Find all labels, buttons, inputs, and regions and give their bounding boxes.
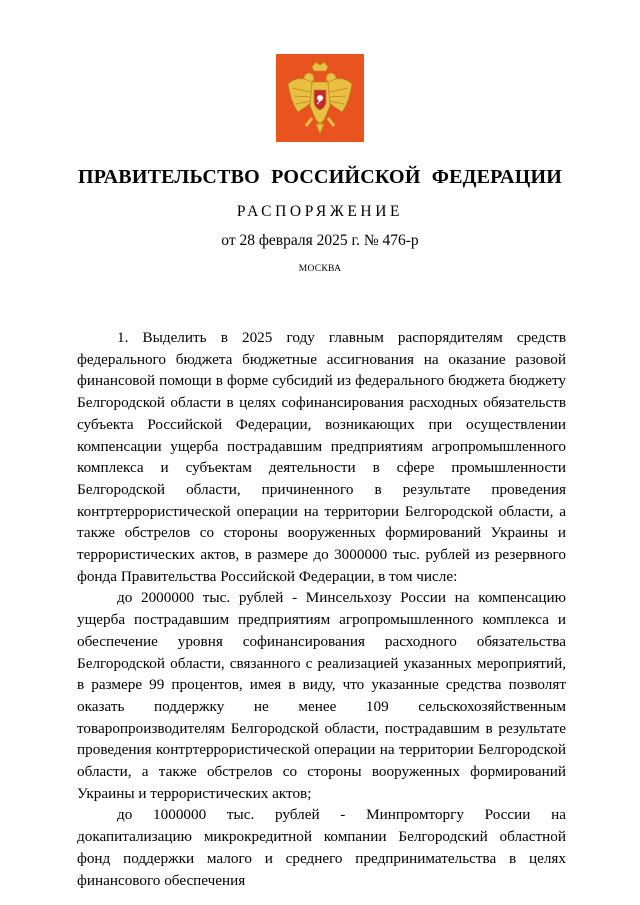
government-title: ПРАВИТЕЛЬСТВО РОССИЙСКОЙ ФЕДЕРАЦИИ: [78, 166, 562, 188]
paragraph-2: до 2000000 тыс. рублей - Минсельхозу России на компенсацию ущерба пострадавшим предприятиям агропромышленного комплекса и обеспечение уровня софинансирования расходного обязательства Белгородской области, связанного с реализацией указанных мероприятий, в размере 99 процентов, имея в виду, что указанные средства позволят оказать поддержку не менее 109 сельскохозяйственным товаропроизводителям Белгородской области, пострадавшим в результате проведения контртеррористической операции на территории Белгородской области, а также обстрелов со стороны вооруженных формирований Украины и террористических актов;: [77, 589, 566, 802]
double-headed-eagle-icon: [276, 54, 364, 142]
paragraph-1: 1. Выделить в 2025 году главным распорядителям средств федерального бюджета бюджетные ассигнования на оказание разовой финансовой помощи в форме субсидий из федерального бюджета бюджету Белгородской области в целях софинансирования расходных обязательств субъекта Российской Федерации, возникающих при осуществлении компенсации ущерба пострадавшим предприятиям агропромышленного комплекса и субъектам деятельности в сфере промышленности Белгородской области, причиненного в результате проведения контртеррористической операции на территории Белгородской области, а также обстрелов со стороны вооруженных формирований Украины и террористических актов, в размере до 3000000 тыс. рублей из резервного фонда Правительства Российской Федерации, в том числе:: [77, 329, 566, 585]
document-date: от 28 февраля 2025 г. № 476-р: [221, 232, 419, 249]
document-city: МОСКВА: [298, 264, 342, 274]
document-type: РАСПОРЯЖЕНИЕ: [236, 203, 404, 220]
paragraph-3: до 1000000 тыс. рублей - Минпромторгу России на докапитализацию микрокредитной компании Белгородский областной фонд поддержки малого и среднего предпринимательства в целях финансового обеспечения: [77, 806, 566, 889]
coat-of-arms-icon: [276, 54, 364, 142]
document-body: [77, 327, 566, 891]
